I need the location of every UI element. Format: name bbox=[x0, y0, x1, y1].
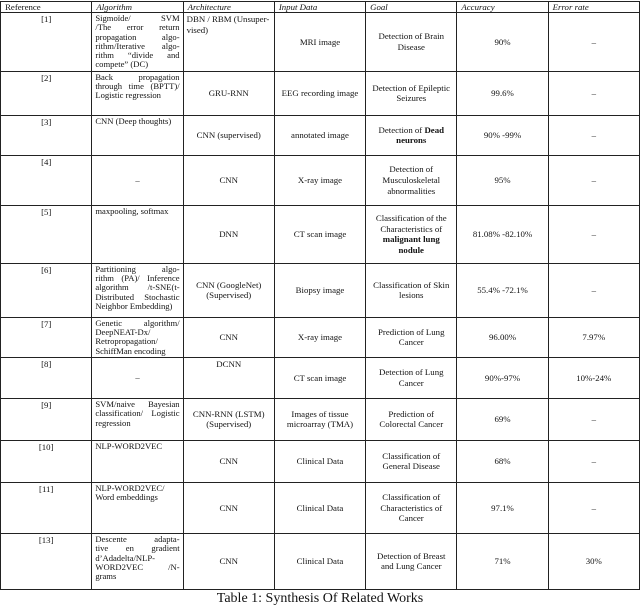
cell-goal-row7: Prediction of Lung Cancer bbox=[366, 317, 457, 357]
table-row bbox=[1, 533, 640, 589]
cell-accuracy-row9: 69% bbox=[457, 398, 548, 440]
cell-input-data-row3: annotated image bbox=[274, 115, 365, 155]
cell-goal-row11: Classification of Characteristics of Cancer bbox=[366, 482, 457, 533]
cell-input-data-row9: Images of tissue microarray (TMA) bbox=[274, 398, 365, 440]
cell-architecture-row11: CNN bbox=[183, 482, 274, 533]
cell-algorithm-row3: CNN (Deep thoughts) bbox=[92, 115, 183, 155]
cell-algorithm-row8: – bbox=[92, 357, 183, 398]
cell-goal-row8: Detection of Lung Cancer bbox=[366, 357, 457, 398]
cell-input-data-row6: Biopsy image bbox=[274, 263, 365, 317]
related-works-table bbox=[0, 1, 640, 590]
cell-goal-row6: Classification of Skin lesions bbox=[366, 263, 457, 317]
cell-architecture-row1: DBN / RBM (Unsuper- vised) bbox=[183, 13, 274, 72]
cell-algorithm-row1: Sigmoïde/ SVM /The error return propagation algo- rithm/Iterative algo- rithm “divide and compete” (DC) bbox=[92, 13, 183, 72]
cell-reference-row3: [3] bbox=[1, 115, 92, 155]
cell-error-rate-row11: – bbox=[548, 482, 639, 533]
cell-error-rate-row7: 7.97% bbox=[548, 317, 639, 357]
cell-accuracy-row2: 99.6% bbox=[457, 71, 548, 115]
cell-input-data-row12: Clinical Data bbox=[274, 533, 365, 589]
cell-input-data-row10: Clinical Data bbox=[274, 440, 365, 482]
table-row bbox=[1, 155, 640, 205]
cell-architecture-row7: CNN bbox=[183, 317, 274, 357]
cell-goal-row12: Detection of Breast and Lung Cancer bbox=[366, 533, 457, 589]
cell-reference-row7: [7] bbox=[1, 317, 92, 357]
cell-error-rate-row5: – bbox=[548, 205, 639, 263]
cell-goal-row1: Detection of Brain Disease bbox=[366, 13, 457, 72]
cell-goal-row9: Prediction of Colorectal Cancer bbox=[366, 398, 457, 440]
table-caption: Table 1: Synthesis Of Related Works bbox=[216, 590, 424, 606]
cell-goal-row4: Detection of Musculoskeletal abnormalities bbox=[366, 155, 457, 205]
cell-input-data-row5: CT scan image bbox=[274, 205, 365, 263]
cell-algorithm-row9: SVM/naive Bayesian classification/ Logistic regression bbox=[92, 398, 183, 440]
cell-reference-row4: [4] bbox=[1, 155, 92, 205]
cell-error-rate-row6: – bbox=[548, 263, 639, 317]
table-row bbox=[1, 317, 640, 357]
cell-goal-row3: Detection of Dead neurons bbox=[366, 115, 457, 155]
table-row bbox=[1, 115, 640, 155]
cell-accuracy-row1: 90% bbox=[457, 13, 548, 72]
column-header-accuracy: Accuracy bbox=[457, 2, 548, 13]
table-body bbox=[1, 13, 640, 590]
cell-error-rate-row1: – bbox=[548, 13, 639, 72]
cell-accuracy-row12: 71% bbox=[457, 533, 548, 589]
cell-architecture-row10: CNN bbox=[183, 440, 274, 482]
cell-error-rate-row10: – bbox=[548, 440, 639, 482]
cell-error-rate-row12: 30% bbox=[548, 533, 639, 589]
cell-error-rate-row2: – bbox=[548, 71, 639, 115]
cell-algorithm-row11: NLP-WORD2VEC/ Word embeddings bbox=[92, 482, 183, 533]
cell-reference-row8: [8] bbox=[1, 357, 92, 398]
cell-reference-row2: [2] bbox=[1, 71, 92, 115]
cell-reference-row11: [11] bbox=[1, 482, 92, 533]
cell-accuracy-row8: 90%-97% bbox=[457, 357, 548, 398]
cell-error-rate-row8: 10%-24% bbox=[548, 357, 639, 398]
cell-accuracy-row10: 68% bbox=[457, 440, 548, 482]
cell-architecture-row2: GRU-RNN bbox=[183, 71, 274, 115]
cell-error-rate-row3: – bbox=[548, 115, 639, 155]
column-header-input-data: Input Data bbox=[274, 2, 365, 13]
cell-reference-row12: [13] bbox=[1, 533, 92, 589]
cell-architecture-row3: CNN (supervised) bbox=[183, 115, 274, 155]
cell-reference-row9: [9] bbox=[1, 398, 92, 440]
cell-accuracy-row4: 95% bbox=[457, 155, 548, 205]
cell-architecture-row5: DNN bbox=[183, 205, 274, 263]
cell-accuracy-row11: 97.1% bbox=[457, 482, 548, 533]
cell-architecture-row12: CNN bbox=[183, 533, 274, 589]
cell-input-data-row7: X-ray image bbox=[274, 317, 365, 357]
cell-algorithm-row10: NLP-WORD2VEC bbox=[92, 440, 183, 482]
cell-architecture-row9: CNN-RNN (LSTM) (Supervised) bbox=[183, 398, 274, 440]
table-row bbox=[1, 482, 640, 533]
cell-goal-row2: Detection of Epileptic Seizures bbox=[366, 71, 457, 115]
cell-goal-row5: Classification of the Characteristics of malignant lung nodule bbox=[366, 205, 457, 263]
cell-goal-row10: Classification of General Disease bbox=[366, 440, 457, 482]
cell-reference-row5: [5] bbox=[1, 205, 92, 263]
cell-accuracy-row3: 90% -99% bbox=[457, 115, 548, 155]
table-header bbox=[1, 2, 640, 13]
table-row bbox=[1, 263, 640, 317]
cell-algorithm-row4: – bbox=[92, 155, 183, 205]
cell-algorithm-row7: Genetic algorithm/ DeepNEAT-Dx/ Retropropagation/ SchiffMan encoding bbox=[92, 317, 183, 357]
cell-reference-row1: [1] bbox=[1, 13, 92, 72]
cell-error-rate-row4: – bbox=[548, 155, 639, 205]
table-row bbox=[1, 205, 640, 263]
table-row bbox=[1, 13, 640, 72]
cell-error-rate-row9: – bbox=[548, 398, 639, 440]
cell-algorithm-row6: Partitioning algo- rithm (PA)/ Inference algorithm /t-SNE(t- Distributed Stochastic Neighbor Embedding) bbox=[92, 263, 183, 317]
table-row bbox=[1, 440, 640, 482]
cell-input-data-row8: CT scan image bbox=[274, 357, 365, 398]
cell-algorithm-row12: Descente adapta- tive en gradient d’Adadelta/NLP- WORD2VEC /N- grams bbox=[92, 533, 183, 589]
table-row bbox=[1, 357, 640, 398]
column-header-error-rate: Error rate bbox=[548, 2, 639, 13]
cell-architecture-row6: CNN (GoogleNet) (Supervised) bbox=[183, 263, 274, 317]
cell-algorithm-row5: maxpooling, softmax bbox=[92, 205, 183, 263]
cell-input-data-row11: Clinical Data bbox=[274, 482, 365, 533]
column-header-goal: Goal bbox=[366, 2, 457, 13]
cell-accuracy-row7: 96.00% bbox=[457, 317, 548, 357]
column-header-architecture: Architecture bbox=[183, 2, 274, 13]
column-header-algorithm: Algorithm bbox=[92, 2, 183, 13]
cell-reference-row6: [6] bbox=[1, 263, 92, 317]
cell-accuracy-row5: 81.08% -82.10% bbox=[457, 205, 548, 263]
cell-input-data-row1: MRI image bbox=[274, 13, 365, 72]
column-header-reference: Reference bbox=[1, 2, 92, 13]
table-row bbox=[1, 398, 640, 440]
header-row bbox=[1, 2, 640, 13]
cell-input-data-row2: EEG recording image bbox=[274, 71, 365, 115]
cell-input-data-row4: X-ray image bbox=[274, 155, 365, 205]
cell-architecture-row4: CNN bbox=[183, 155, 274, 205]
cell-algorithm-row2: Back propagation through time (BPTT)/ Logistic regression bbox=[92, 71, 183, 115]
cell-architecture-row8: DCNN bbox=[183, 357, 274, 398]
cell-reference-row10: [10] bbox=[1, 440, 92, 482]
table-row bbox=[1, 71, 640, 115]
cell-accuracy-row6: 55.4% -72.1% bbox=[457, 263, 548, 317]
